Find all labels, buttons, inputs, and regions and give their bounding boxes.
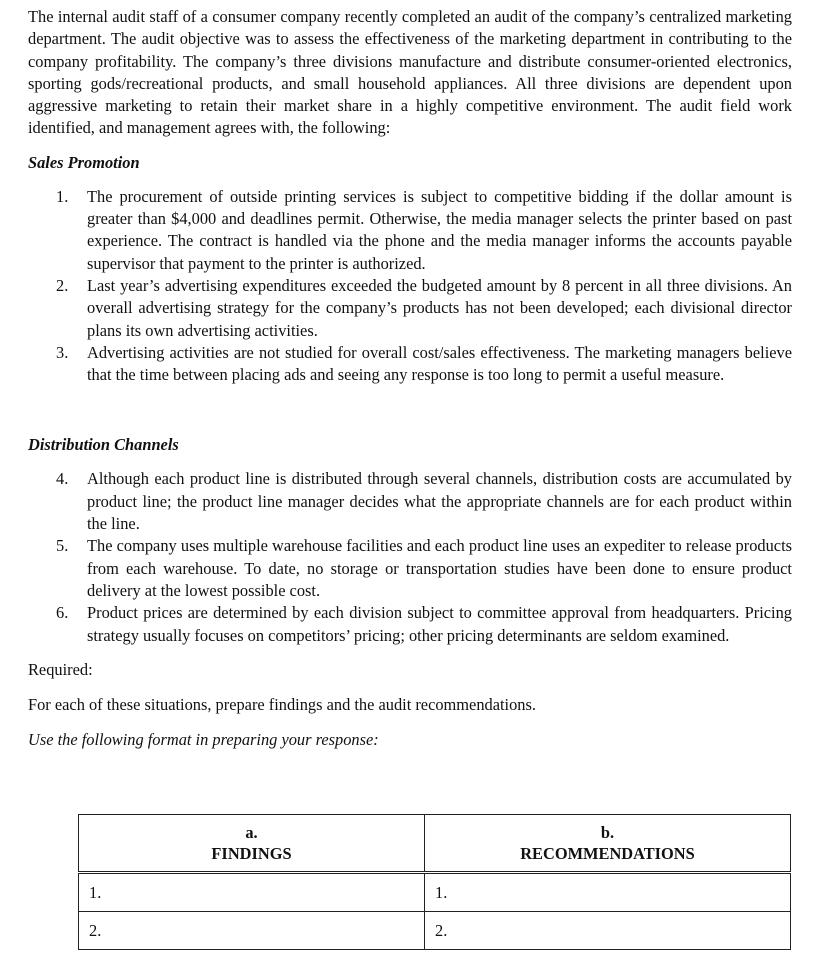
recommendations-letter: b. (600, 823, 615, 842)
instruction-text: For each of these situations, prepare findings and the audit recommendations. (28, 694, 536, 714)
findings-letter: a. (245, 823, 258, 842)
table-row (79, 873, 791, 912)
item-number: 5. (56, 536, 69, 556)
findings-title: FINDINGS (211, 844, 292, 863)
sales-promotion-heading: Sales Promotion (28, 152, 140, 172)
list-item (28, 342, 792, 387)
intro-paragraph: The internal audit staff of a consumer company recently completed an audit of the company’s centralized marketing department. The audit objective was to assess the effectiveness of the marketing department in contributing to the company profitability. The company’s three divisions manufacture and distribute consumer-oriented electronics, sporting gods/recreational products, and small household appliances. All three divisions are dependent upon aggressive marketing to retain their market share in a highly competitive environment. The audit field work identified, and management agrees with, the following: (28, 7, 792, 138)
distribution-channels-list (28, 468, 792, 646)
finding-cell: 2. (79, 912, 425, 950)
item-text: Product prices are determined by each division subject to committee approval from headquarters. Pricing strategy usually focuses on competitors’ pricing; other pricing determinants are seldom examined. (87, 603, 792, 645)
recommendations-header (425, 815, 791, 873)
finding-cell: 1. (79, 873, 425, 912)
item-number: 1. (56, 186, 69, 206)
list-item (28, 602, 792, 647)
item-text: The company uses multiple warehouse facilities and each product line uses an expediter to release products from each warehouse. To date, no storage or transportation studies have been done to ensure product delivery at the lowest possible cost. (87, 536, 792, 600)
item-text: The procurement of outside printing services is subject to competitive bidding if the dollar amount is greater than $4,000 and deadlines permit. Otherwise, the media manager selects the printer based on past experience. The contract is handled via the phone and the media manager informs the accounts payable supervisor that payment to the printer is authorized. (87, 186, 792, 273)
item-number: 6. (56, 603, 69, 623)
distribution-channels-heading: Distribution Channels (28, 435, 179, 455)
list-item (28, 468, 792, 535)
list-item (28, 186, 792, 275)
recommendation-cell: 2. (425, 912, 791, 950)
required-label: Required: (28, 659, 93, 679)
findings-header (79, 815, 425, 873)
table-header-row (79, 815, 791, 873)
item-text: Advertising activities are not studied for overall cost/sales effectiveness. The marketing managers believe that the time between placing ads and seeing any response is too long to permit a useful measure. (87, 342, 792, 385)
table-row (79, 912, 791, 950)
response-format-table (78, 814, 791, 950)
recommendation-cell: 1. (425, 873, 791, 912)
list-item (28, 275, 792, 342)
item-number: 3. (56, 342, 69, 362)
item-number: 4. (56, 469, 69, 489)
document-page (28, 6, 792, 751)
format-note: Use the following format in preparing your response: (28, 729, 379, 749)
sales-promotion-list (28, 186, 792, 387)
recommendations-title: RECOMMENDATIONS (520, 844, 695, 863)
item-number: 2. (56, 275, 69, 295)
item-text: Although each product line is distributed through several channels, distribution costs are accumulated by product line; the product line manager decides what the appropriate channels are for each product within the line. (87, 469, 792, 534)
item-text: Last year’s advertising expenditures exceeded the budgeted amount by 8 percent in all three divisions. An overall advertising strategy for the company’s products has not been developed; each divisional director plans its own advertising activities. (87, 275, 792, 340)
list-item (28, 535, 792, 602)
